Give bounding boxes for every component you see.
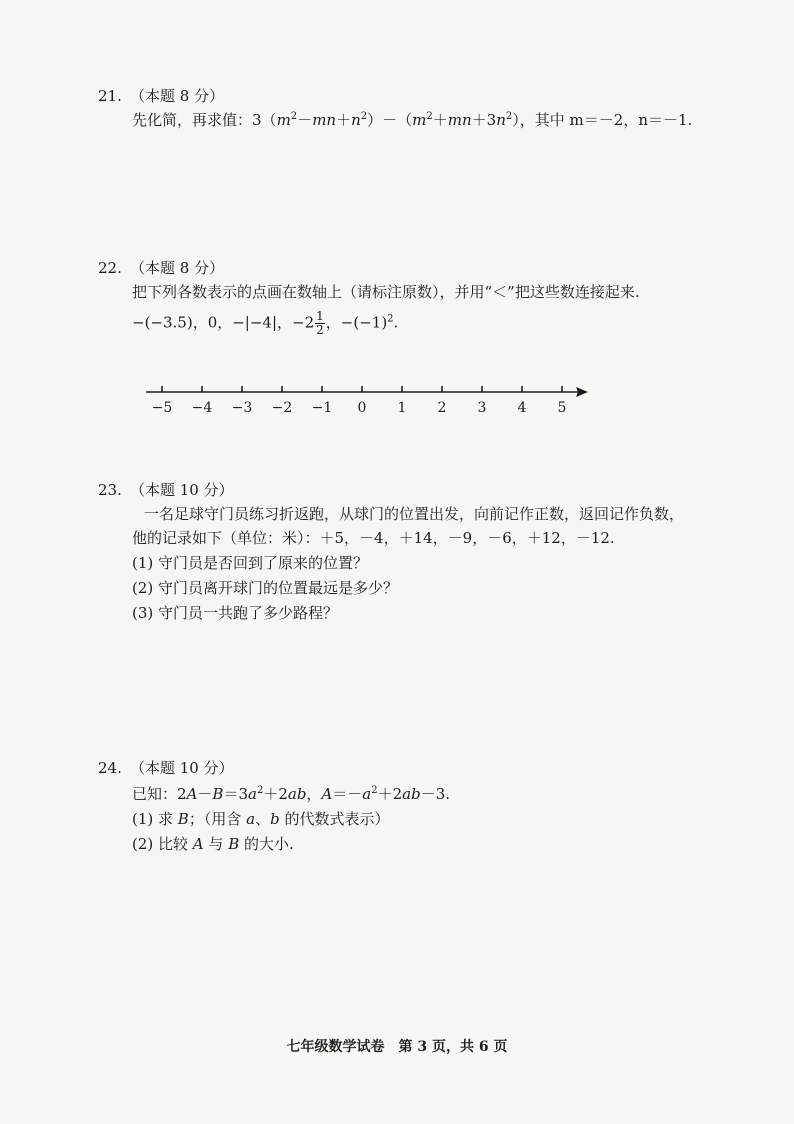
axis-tick-label: 2: [437, 400, 447, 416]
question-number: 24.: [98, 759, 122, 777]
axis-tick-label: 4: [517, 400, 527, 416]
condition: ，其中 m＝－2，n＝－1.: [519, 111, 693, 129]
question-score: （本题 8 分）: [130, 259, 225, 277]
question-23: [98, 478, 738, 628]
sub-text: ；（用含: [188, 810, 247, 828]
question-score: （本题 8 分）: [130, 87, 225, 105]
question-prompt: 把下列各数表示的点画在数轴上（请标注原数），并用“＜”把这些数连接起来.: [132, 283, 640, 301]
axis-ticks: [152, 386, 567, 416]
sub-question-2: (2) 守门员离开球门的位置最远是多少？: [132, 579, 399, 597]
axis-tick-label: −5: [151, 400, 173, 416]
sub-question-1: (1) 守门员是否回到了原来的位置？: [132, 554, 369, 572]
question-22: [98, 256, 738, 356]
sub-text: 的代数式表示）: [279, 810, 390, 828]
question-21: [98, 84, 738, 144]
axis-tick-label: 1: [397, 400, 407, 416]
question-number: 22.: [98, 259, 122, 277]
question-21-text: [132, 108, 692, 132]
sub-text: (1) 求: [132, 810, 178, 828]
sub-text: (2) 比较: [132, 835, 193, 853]
axis-tick-label: 3: [477, 400, 487, 416]
axis-tick-label: 0: [357, 400, 367, 416]
page-footer: 七年级数学试卷 第 3 页，共 6 页: [286, 1039, 508, 1055]
number-line: [140, 378, 600, 428]
axis-tick-label: 5: [557, 400, 567, 416]
number-line-svg: [140, 378, 600, 428]
axis-tick-label: −1: [311, 400, 333, 416]
question-number: 23.: [98, 481, 122, 499]
fraction-half: $\frac{1}{2}$: [316, 309, 324, 337]
question-score: （本题 10 分）: [130, 759, 234, 777]
axis-tick-label: −4: [191, 400, 213, 416]
question-number: 21.: [98, 87, 122, 105]
question-24: [98, 756, 738, 866]
sub-question-2: (2) 比较 A 与 B 的大小.: [132, 835, 294, 853]
question-prompt: 先化简，再求值：: [132, 111, 253, 129]
axis-tick-label: −2: [271, 400, 293, 416]
given-label: 已知：: [132, 785, 178, 803]
question-text-line-2: 他的记录如下（单位：米）：＋5，－4，＋14，－9，－6，＋12，－12.: [132, 529, 615, 547]
question-text-line-1: 一名足球守门员练习折返跑，从球门的位置出发，向前记作正数，返回记作负数，: [144, 505, 685, 523]
number-list: −(−3.5)，0，−|−4|，−2 $\frac{1}{2}$ ，$-(-1)^2$.: [132, 309, 399, 337]
sub-question-3: (3) 守门员一共跑了多少路程？: [132, 604, 339, 622]
sub-text: 与: [203, 835, 229, 853]
expression: $3(m^2-mn+n^2)-(m^2+mn+3n^2)$: [252, 111, 520, 129]
sub-question-1: (1) 求 B；（用含 a、b 的代数式表示）: [132, 810, 390, 828]
axis-tick-label: −3: [231, 400, 253, 416]
given-condition: 已知：$2A-B=3a^2+2ab$，$A=-a^2+2ab-3$.: [132, 785, 451, 803]
sub-text: 的大小.: [239, 835, 294, 853]
question-score: （本题 10 分）: [130, 481, 234, 499]
